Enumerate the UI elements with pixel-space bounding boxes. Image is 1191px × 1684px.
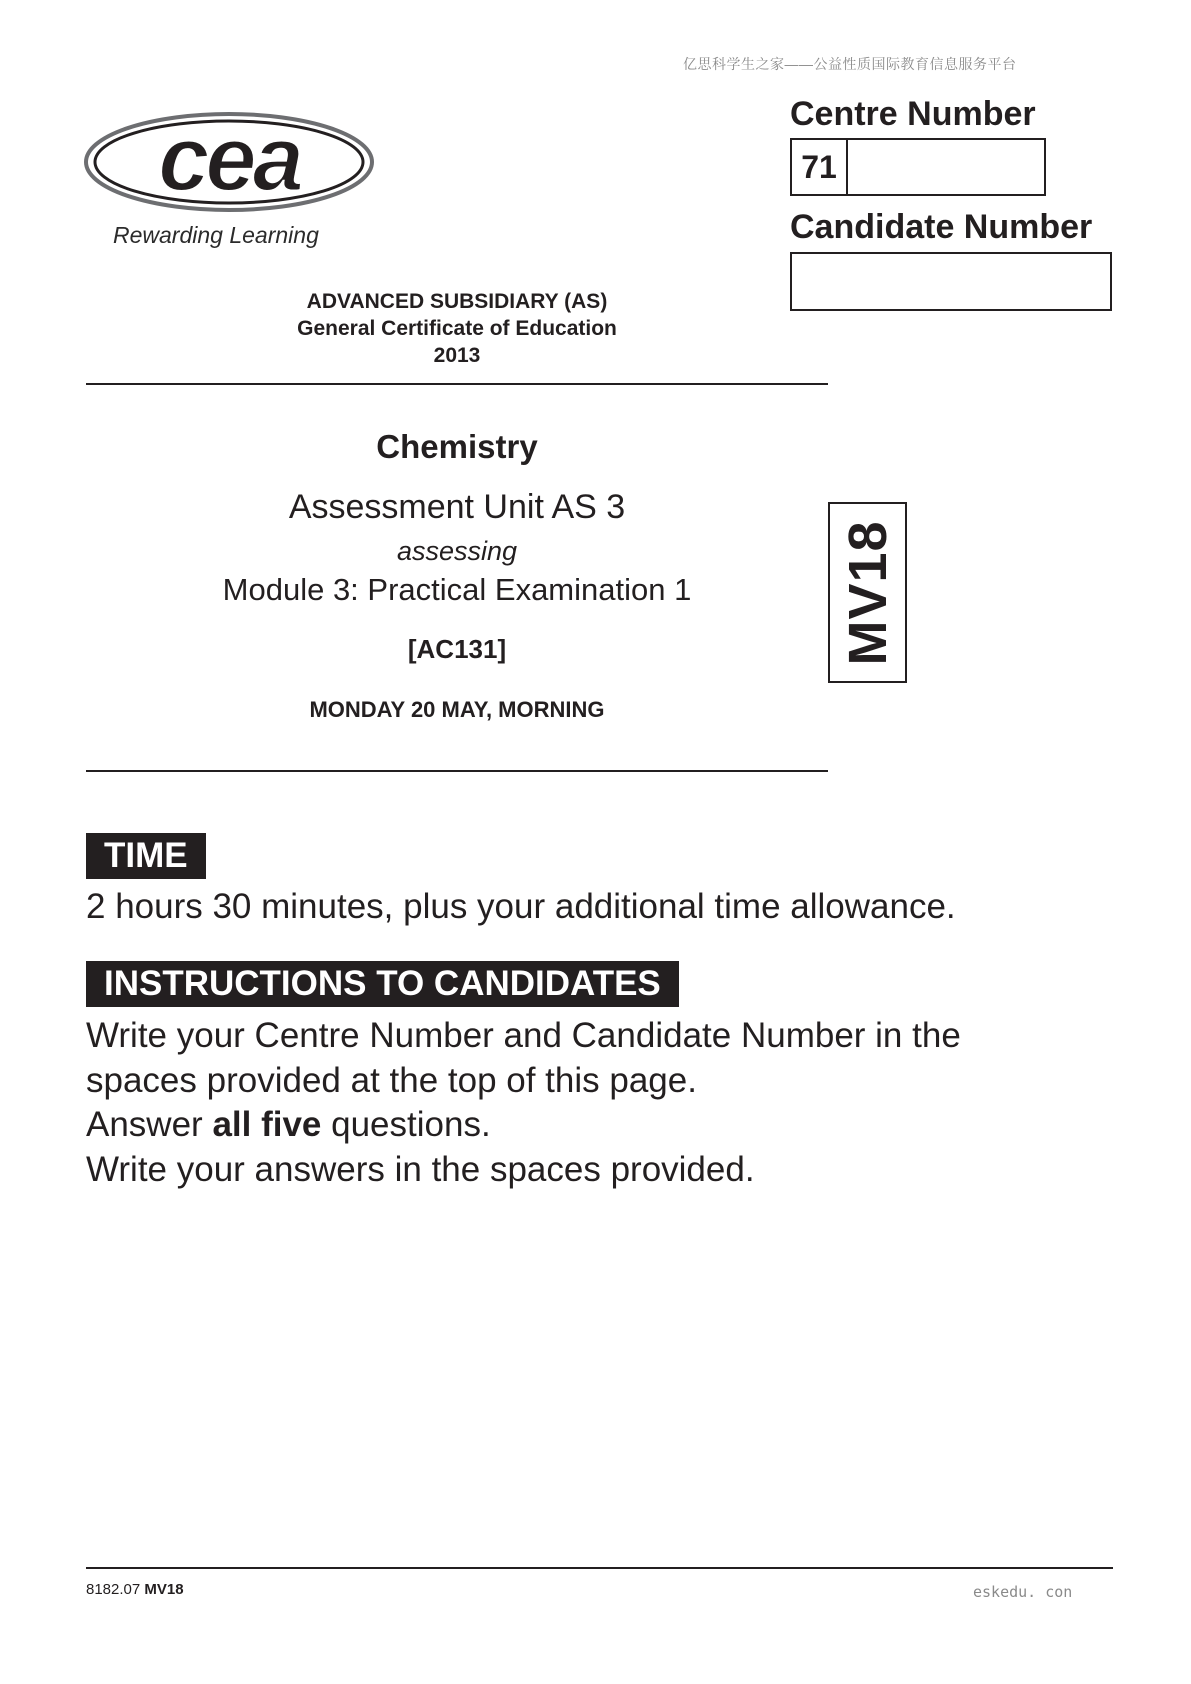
footer-watermark: eskedu. con [973, 1583, 1073, 1601]
instructions-text [86, 1014, 961, 1192]
assessment-unit: Assessment Unit AS 3 [288, 488, 626, 526]
candidate-number-label: Candidate Number [790, 208, 1093, 246]
instructions-heading: INSTRUCTIONS TO CANDIDATES [86, 961, 679, 1007]
cea-logo [84, 110, 374, 220]
qualification-year: 2013 [433, 344, 481, 367]
footer-code-number: 8182.07 [86, 1581, 141, 1598]
instruction-line-1: Write your Centre Number and Candidate Number in the [86, 1016, 961, 1055]
paper-reference: MV18 [837, 519, 898, 666]
centre-number-field[interactable] [790, 138, 1046, 196]
qualification-level: ADVANCED SUBSIDIARY (AS) [306, 290, 608, 313]
qualification-block [86, 288, 828, 369]
paper-reference-box [828, 502, 907, 683]
footer-code-ref: MV18 [144, 1581, 184, 1598]
divider-bottom [86, 770, 828, 772]
logo-tagline: Rewarding Learning [113, 222, 319, 248]
instruction-answer-post: questions. [321, 1105, 491, 1144]
cea-logo-graphic [84, 110, 374, 220]
instruction-line-2: spaces provided at the top of this page. [86, 1060, 697, 1100]
divider-top [86, 383, 828, 385]
time-heading: TIME [86, 833, 206, 879]
time-allowance: 2 hours 30 minutes, plus your additional time allowance. [86, 887, 956, 926]
footer-code [86, 1581, 184, 1598]
module-title: Module 3: Practical Examination 1 [222, 572, 692, 607]
instruction-line-4: Write your answers in the spaces provided. [86, 1149, 755, 1189]
paper-code: [AC131] [407, 634, 507, 664]
subject-title: Chemistry [376, 428, 538, 465]
instruction-answer-pre: Answer [86, 1105, 213, 1144]
candidate-number-field[interactable] [790, 252, 1112, 311]
instruction-answer-emphasis: all five [212, 1105, 322, 1144]
centre-number-label: Centre Number [790, 95, 1036, 133]
instruction-line-3 [86, 1103, 961, 1148]
centre-number-prefix: 71 [792, 140, 848, 194]
footer-divider [86, 1567, 1113, 1569]
assessing-label: assessing [396, 536, 518, 566]
exam-date: MONDAY 20 MAY, MORNING [309, 697, 605, 722]
logo-wordmark: cea [158, 110, 300, 210]
qualification-title: General Certificate of Education [297, 317, 617, 340]
watermark-header: 亿思科学生之家——公益性质国际教育信息服务平台 [683, 56, 1017, 72]
